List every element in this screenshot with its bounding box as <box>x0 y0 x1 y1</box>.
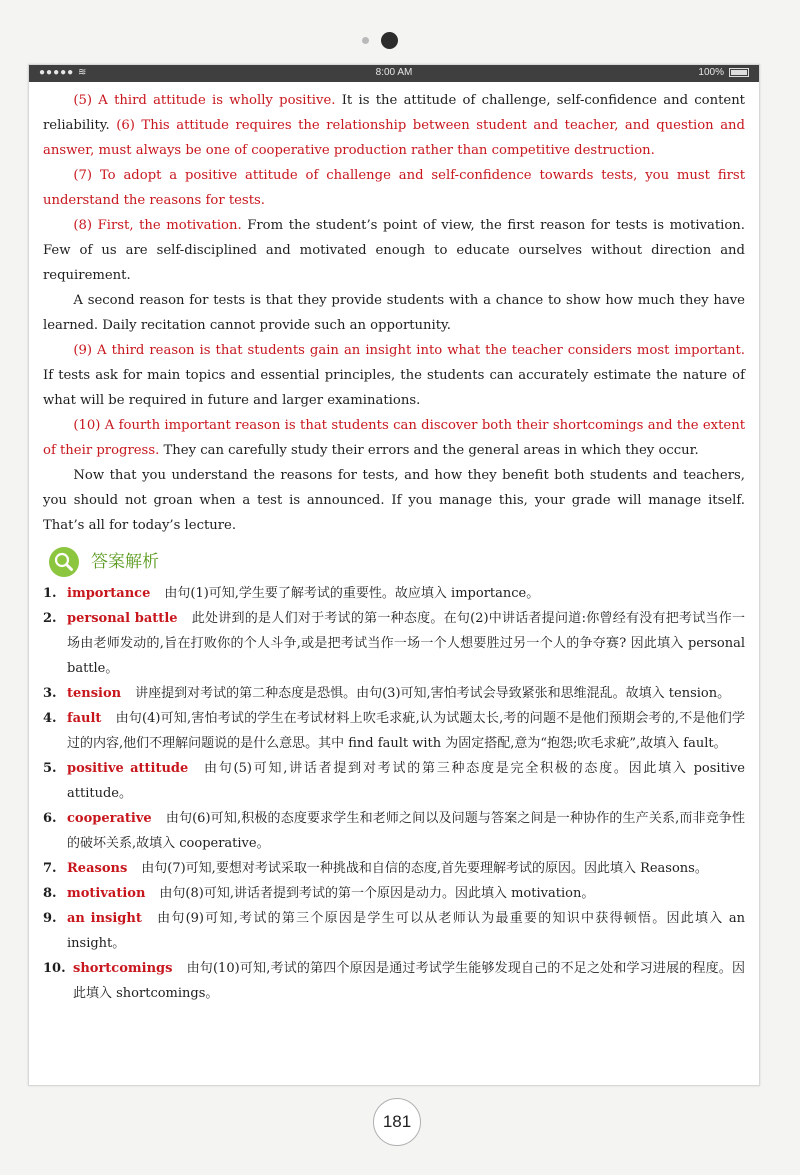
answer-item <box>43 806 745 856</box>
lecture-passage <box>43 88 745 538</box>
answer-item <box>43 906 745 956</box>
answer-explanation: 由句(6)可知,积极的态度要求学生和老师之间以及问题与答案之间是一种协作的生产关系,而非竞争性的破坏关系,故填入 cooperative。 <box>67 811 745 851</box>
signal-icon: ●●●●● ≋ <box>39 67 88 78</box>
answer-number: 3. <box>43 686 57 701</box>
tablet-screen <box>28 64 760 1086</box>
key-sentence: (8) First, the motivation. <box>73 218 242 233</box>
answer-body <box>67 806 745 856</box>
answer-number: 2. <box>43 611 57 626</box>
battery-percent: 100% <box>698 67 724 78</box>
answer-explanation: 由句(10)可知,考试的第四个原因是通过考试学生能够发现自己的不足之处和学习进展的程度。因此填入 shortcomings。 <box>73 961 745 1001</box>
answer-explanation: 由句(8)可知,讲话者提到考试的第一个原因是动力。因此填入 motivation。 <box>159 886 595 901</box>
answer-item <box>43 681 745 706</box>
answer-body <box>67 706 745 756</box>
analysis-header <box>49 547 745 577</box>
paragraph <box>43 213 745 288</box>
answer-number: 5. <box>43 761 57 776</box>
page-content <box>29 82 759 1006</box>
answer-word: motivation <box>67 886 146 901</box>
key-sentence: (6) This attitude requires the relationship between student and teacher, and question and answer, must always be one of cooperative production rather than competitive destruction. <box>43 118 745 158</box>
answer-body <box>67 606 745 681</box>
answer-word: an insight <box>67 911 142 926</box>
answer-body <box>73 956 745 1006</box>
answer-explanation: 由句(5)可知,讲话者提到对考试的第三种态度是完全积极的态度。因此填入 positive attitude。 <box>67 761 745 801</box>
answer-item <box>43 706 745 756</box>
status-bar <box>29 65 759 82</box>
answer-explanation: 由句(1)可知,学生要了解考试的重要性。故应填入 importance。 <box>164 586 540 601</box>
answer-body <box>67 681 745 706</box>
answer-body <box>67 881 745 906</box>
answer-item <box>43 581 745 606</box>
paragraph <box>43 338 745 413</box>
paragraph <box>43 88 745 163</box>
paragraph <box>43 163 745 213</box>
key-sentence: (9) A third reason is that students gain an insight into what the teacher considers most important. <box>73 343 745 358</box>
answer-number: 4. <box>43 711 57 726</box>
answer-number: 9. <box>43 911 57 926</box>
paragraph <box>43 288 745 338</box>
answer-number: 10. <box>43 961 66 976</box>
key-sentence: (10) A fourth important reason is that students can discover both their shortcomings and the extent of their progress. <box>43 418 745 458</box>
paragraph-text: Now that you understand the reasons for tests, and how they benefit both students and teachers, you should not groan when a test is announced. If you manage this, your grade will manage itself. That’s all for today’s lecture. <box>43 468 745 533</box>
paragraph <box>43 463 745 538</box>
paragraph-text: It is the attitude of challenge, self-confidence and content reliability. <box>43 93 745 133</box>
answer-number: 1. <box>43 586 57 601</box>
answer-word: shortcomings <box>73 961 173 976</box>
answer-explanation: 由句(7)可知,要想对考试采取一种挑战和自信的态度,首先要理解考试的原因。因此填入 Reasons。 <box>141 861 708 876</box>
answer-body <box>67 906 745 956</box>
answer-explanation: 由句(9)可知,考试的第三个原因是学生可以从老师认为最重要的知识中获得顿悟。因此填入 an insight。 <box>67 911 745 951</box>
magnifier-icon <box>49 547 79 577</box>
answer-item <box>43 881 745 906</box>
paragraph-text: From the student’s point of view, the first reason for tests is motivation. Few of us are self-disciplined and motivated enough to educate ourselves without direction and requirement. <box>43 218 745 283</box>
page-dot-active <box>381 32 398 49</box>
answer-item <box>43 756 745 806</box>
answer-word: importance <box>67 586 151 601</box>
analysis-title: 答案解析 <box>91 551 159 572</box>
answer-word: positive attitude <box>67 761 189 776</box>
paragraph-text: A second reason for tests is that they provide students with a chance to show how much they have learned. Daily recitation cannot provide such an opportunity. <box>43 293 745 333</box>
page-indicator <box>362 32 398 49</box>
answer-explanation: 讲座提到对考试的第二种态度是恐惧。由句(3)可知,害怕考试会导致紧张和思维混乱。故填入 tension。 <box>135 686 731 701</box>
answer-item <box>43 856 745 881</box>
battery-icon <box>729 68 749 77</box>
answer-explanation: 此处讲到的是人们对于考试的第一种态度。在句(2)中讲话者提问道:你曾经有没有把考试当作一场由老师发动的,旨在打败你的个人斗争,或是把考试当作一场一个人想要胜过另一个人的争夺赛? 因此填入 personal battle。 <box>67 611 745 676</box>
answer-list <box>43 581 745 1006</box>
battery-status <box>698 67 749 78</box>
answer-number: 8. <box>43 886 57 901</box>
answer-word: cooperative <box>67 811 152 826</box>
answer-item <box>43 956 745 1006</box>
status-time: 8:00 AM <box>375 67 413 78</box>
answer-word: fault <box>67 711 102 726</box>
answer-word: tension <box>67 686 122 701</box>
answer-number: 7. <box>43 861 57 876</box>
paragraph <box>43 413 745 463</box>
answer-body <box>67 856 745 881</box>
page-dot-inactive <box>362 37 369 44</box>
page-number: 181 <box>373 1098 421 1146</box>
answer-explanation: 由句(4)可知,害怕考试的学生在考试材料上吹毛求疵,认为试题太长,考的问题不是他们预期会考的,不是他们学过的内容,他们不理解问题说的是什么意思。其中 find fault with 为固定搭配,意为“抱怨;吹毛求疵”,故填入 fault。 <box>67 711 745 751</box>
paragraph-text: If tests ask for main topics and essential principles, the students can accurately estimate the nature of what will be required in future and larger examinations. <box>43 368 745 408</box>
paragraph-text: They can carefully study their errors and the general areas in which they occur. <box>159 443 699 458</box>
answer-number: 6. <box>43 811 57 826</box>
key-sentence: (7) To adopt a positive attitude of challenge and self-confidence towards tests, you must first understand the reasons for tests. <box>43 168 745 208</box>
answer-item <box>43 606 745 681</box>
answer-body <box>67 756 745 806</box>
answer-word: Reasons <box>67 861 128 876</box>
answer-body <box>67 581 745 606</box>
answer-word: personal battle <box>67 611 178 626</box>
key-sentence: (5) A third attitude is wholly positive. <box>73 93 336 108</box>
